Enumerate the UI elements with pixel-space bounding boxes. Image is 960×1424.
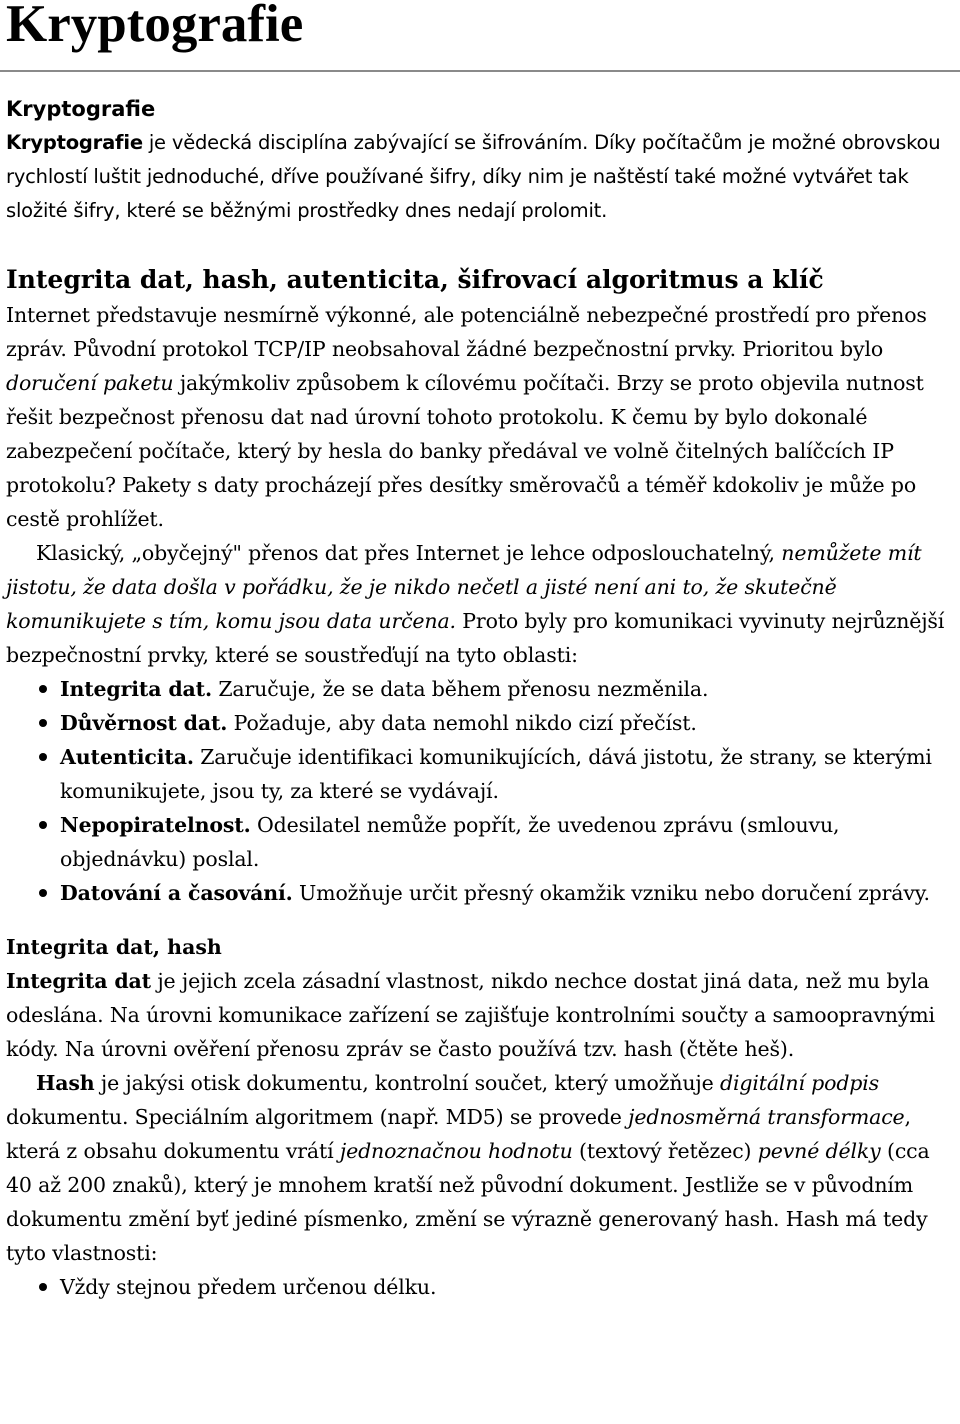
title-divider	[0, 70, 960, 72]
s2-p2-em2: jednosměrná transformace	[628, 1105, 905, 1129]
section2-paragraph-2	[6, 1066, 954, 1270]
s1-p1-em: doručení paketu	[6, 371, 174, 395]
document-body	[6, 92, 954, 1304]
list-item-term: Datování a časování.	[60, 881, 293, 905]
list-item-text: Zaručuje identifikaci komunikujících, dává jistotu, že strany, se kterými komunikujete, jsou ty, za které se vydávají.	[60, 745, 932, 803]
intro-heading: Kryptografie	[6, 97, 156, 121]
section2-paragraph-1	[6, 964, 954, 1066]
section1-heading: Integrita dat, hash, autenticita, šifrovací algoritmus a klíč	[6, 265, 824, 294]
list-item-term: Nepopiratelnost.	[60, 813, 251, 837]
bullet-icon	[39, 889, 47, 897]
security-properties-list	[6, 672, 954, 910]
page-title: Kryptografie	[6, 0, 304, 53]
hash-properties-list	[6, 1270, 954, 1304]
intro-text: je vědecká disciplína zabývající se šifrováním. Díky počítačům je možné obrovskou rychlostí luštit jednoduché, dříve používané šifry, díky nim je naštěstí také možné vytvářet tak složité šifry, které se běžnými prostředky dnes nedají prolomit.	[6, 131, 941, 222]
s2-p1-term: Integrita dat	[6, 969, 151, 993]
list-item	[6, 876, 954, 910]
s2-p2-c: , která z obsahu dokumentu vrátí	[6, 1105, 911, 1163]
bullet-icon	[39, 821, 47, 829]
s1-p2-b: Proto byly pro komunikaci vyvinuty nejrůznější bezpečnostní prvky, které se soustřeďují na tyto oblasti:	[6, 609, 945, 667]
list-item	[6, 740, 954, 808]
s1-p1-b: jakýmkoliv způsobem k cílovému počítači. Brzy se proto objevila nutnost řešit bezpečnost přenosu dat nad úrovní tohoto protokolu. K čemu by bylo dokonalé zabezpečení počítače, který by hesla do banky předával ve volně čitelných balíčcích IP protokolu? Pakety s daty procházejí přes desítky směrovačů a téměř kdokoliv je může po cestě prohlížet.	[6, 371, 924, 531]
list-item-text: Zaručuje, že se data během přenosu nezměnila.	[211, 677, 709, 701]
list-item-term: Autenticita.	[60, 745, 194, 769]
s1-p2-a: Klasický, „obyčejný" přenos dat přes Internet je lehce odposlouchatelný,	[36, 541, 782, 565]
bullet-icon	[39, 1283, 47, 1291]
s2-p2-term: Hash	[36, 1071, 95, 1095]
bullet-icon	[39, 685, 47, 693]
list-item-term: Integrita dat.	[60, 677, 212, 701]
s2-p2-b: dokumentu. Speciálním algoritmem (např. MD5) se provede	[6, 1105, 629, 1129]
s2-p2-e: (cca 40 až 200 znaků), který je mnohem kratší než původní dokument. Jestliže se v původním dokumentu změní byť jediné písmenko, změní se výrazně generovaný hash. Hash má tedy tyto vlastnosti:	[6, 1139, 930, 1265]
section2-heading: Integrita dat, hash	[6, 935, 222, 959]
s1-p1-a: Internet představuje nesmírně výkonné, ale potenciálně nebezpečné prostředí pro přenos zpráv. Původní protokol TCP/IP neobsahoval žádné bezpečnostní prvky. Prioritou bylo	[6, 303, 927, 361]
list-item-text: Požaduje, aby data nemohl nikdo cizí přečíst.	[227, 711, 697, 735]
s2-p2-em1: digitální podpis	[720, 1071, 880, 1095]
s2-p2-em3: jednoznačnou hodnotu	[339, 1139, 573, 1163]
bullet-icon	[39, 719, 47, 727]
section1-paragraph-1	[6, 298, 954, 536]
intro-term: Kryptografie	[6, 131, 143, 154]
s2-p2-a: je jakýsi otisk dokumentu, kontrolní součet, který umožňuje	[94, 1071, 720, 1095]
s2-p2-em4: pevné délky	[757, 1139, 881, 1163]
intro-paragraph	[6, 126, 954, 228]
list-item	[6, 706, 954, 740]
list-item	[6, 1270, 954, 1304]
s2-p2-d: (textový řetězec)	[572, 1139, 758, 1163]
list-item-text: Odesilatel nemůže popřít, že uvedenou zprávu (smlouvu, objednávku) poslal.	[60, 813, 840, 871]
list-item	[6, 672, 954, 706]
list-item-text: Vždy stejnou předem určenou délku.	[60, 1275, 437, 1299]
bullet-icon	[39, 753, 47, 761]
list-item-text: Umožňuje určit přesný okamžik vzniku nebo doručení zprávy.	[292, 881, 930, 905]
list-item-term: Důvěrnost dat.	[60, 711, 228, 735]
s2-p1-text: je jejich zcela zásadní vlastnost, nikdo nechce dostat jiná data, než mu byla odeslána. Na úrovni komunikace zařízení se zajišťuje kontrolními součty a samoopravnými kódy. Na úrovni ověření přenosu zpráv se často používá tzv. hash (čtěte heš).	[6, 969, 935, 1061]
section1-paragraph-2	[6, 536, 954, 672]
s1-p2-em: nemůžete mít jistotu, že data došla v pořádku, že je nikdo nečetl a jisté není ani to, že skutečně komunikujete s tím, komu jsou data určena.	[6, 541, 922, 633]
list-item	[6, 808, 954, 876]
